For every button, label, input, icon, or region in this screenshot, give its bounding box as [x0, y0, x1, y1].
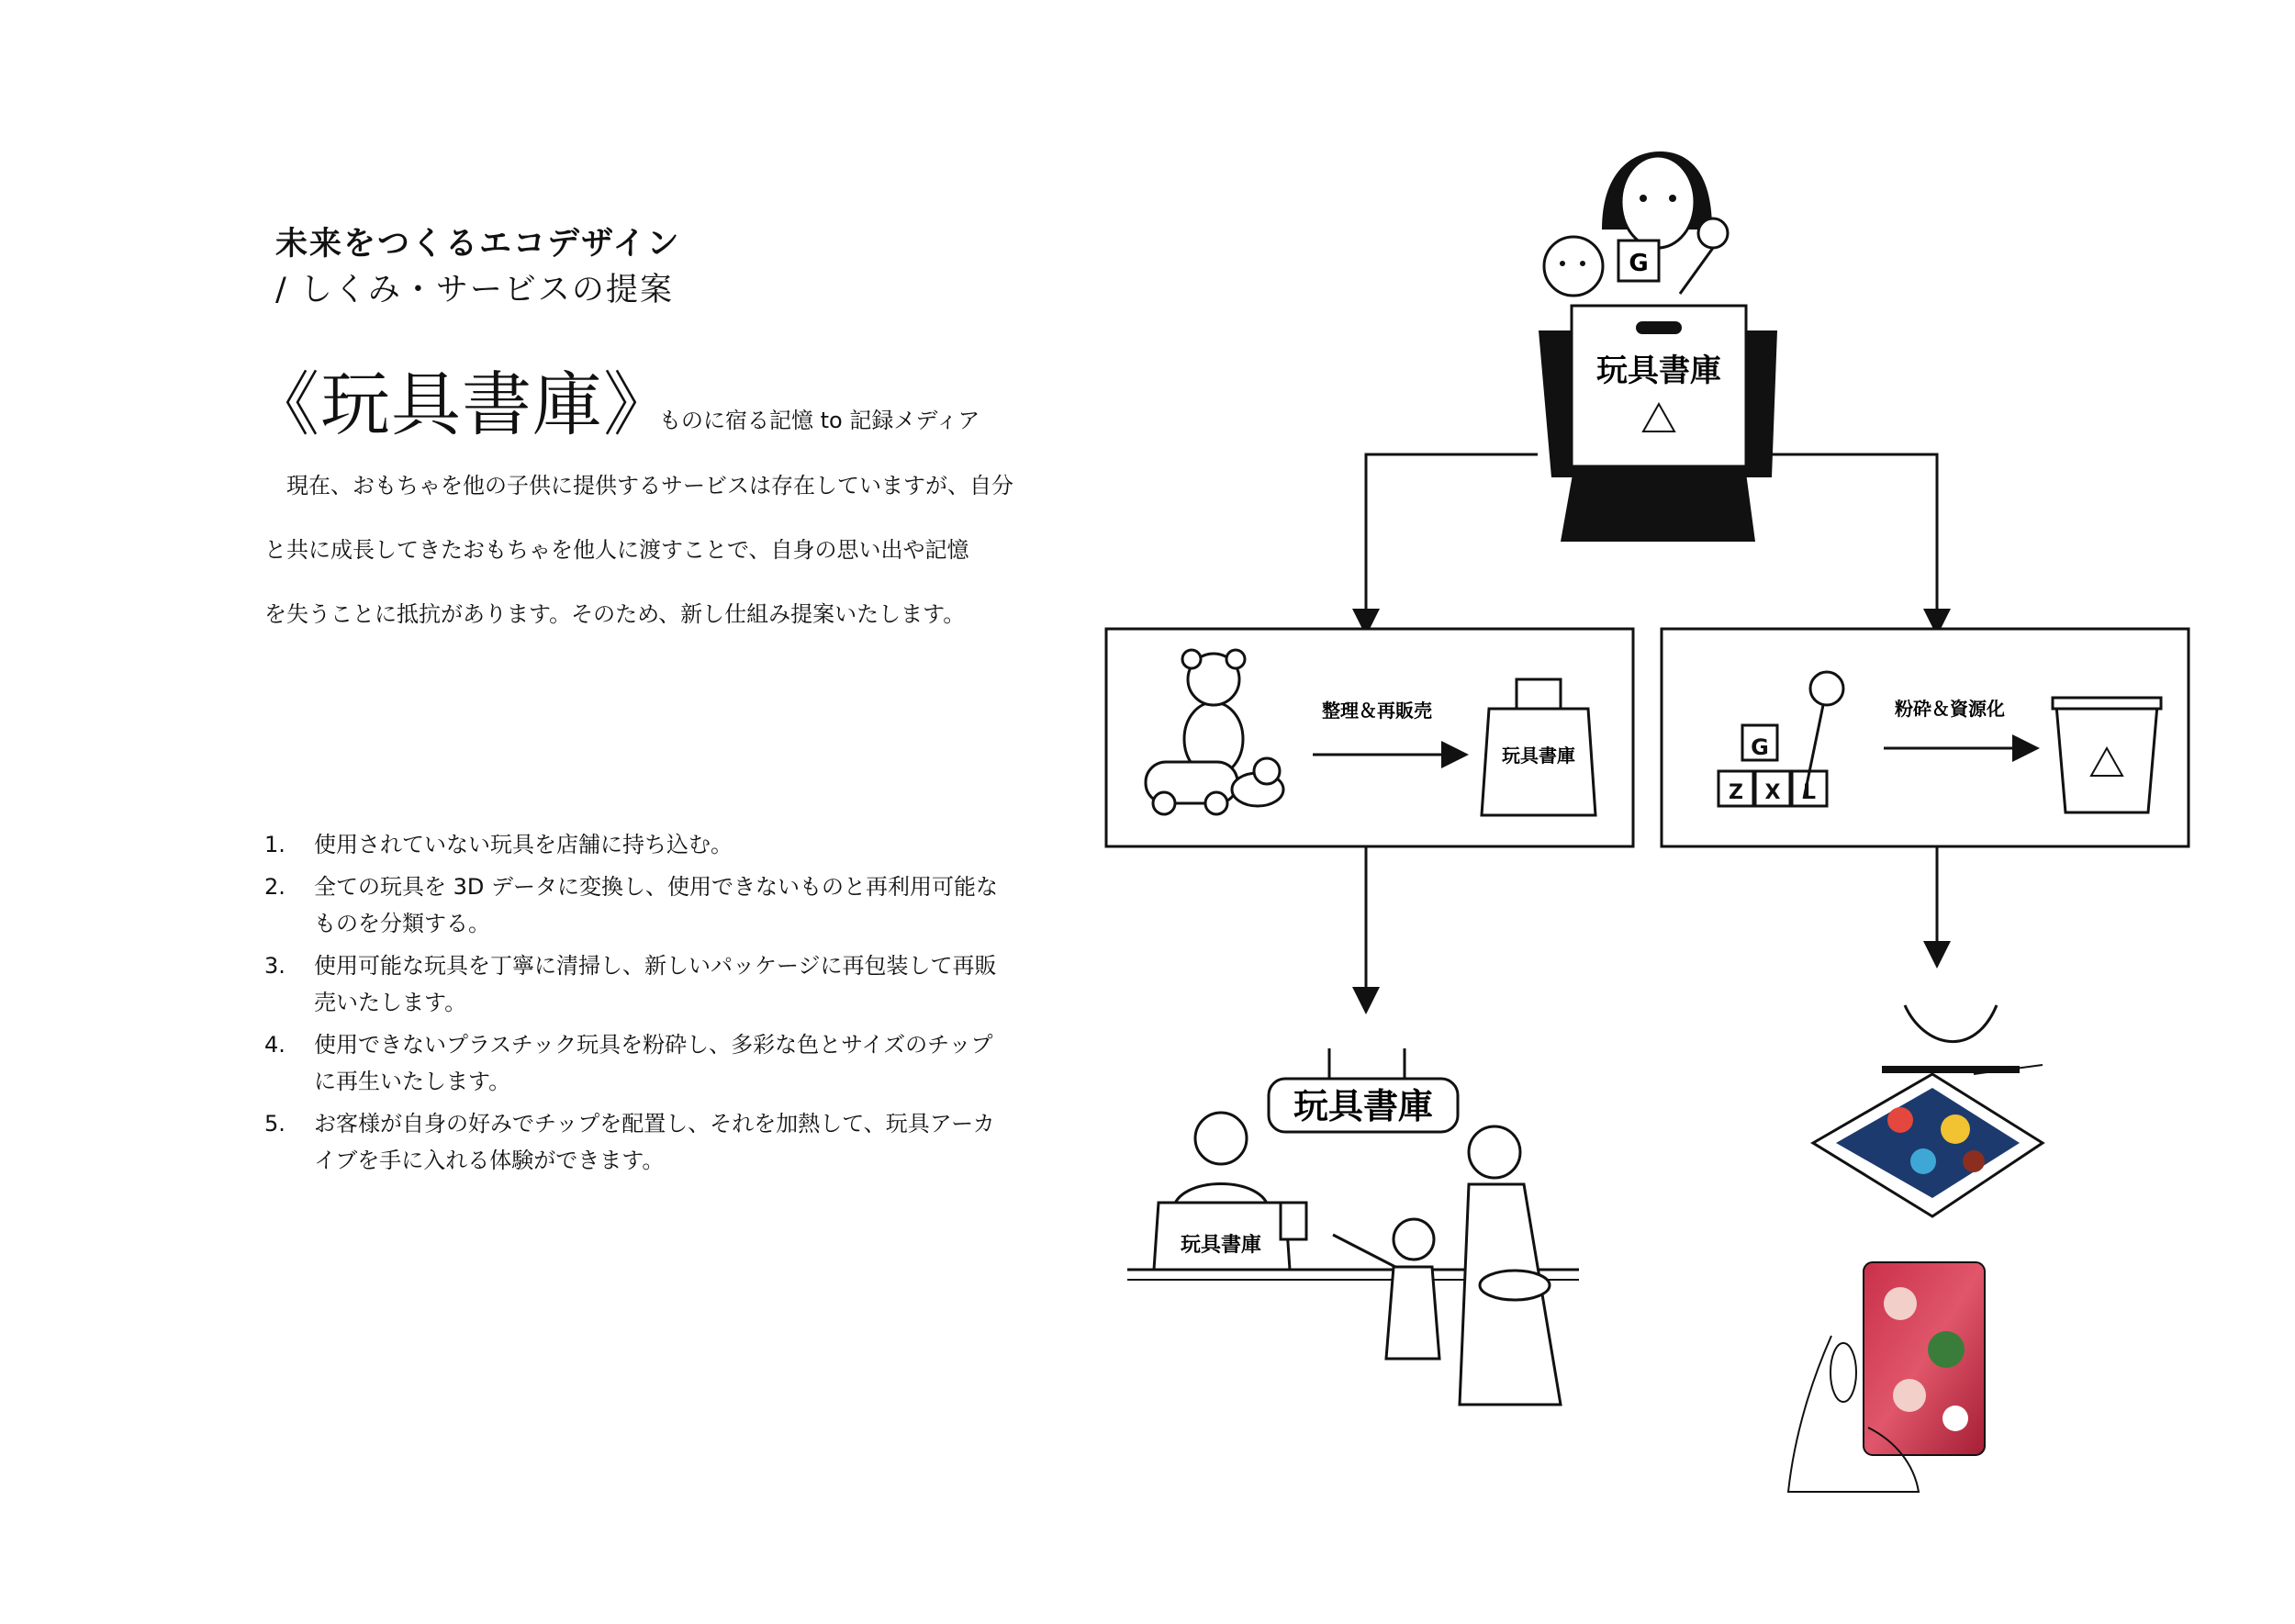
- block-letter: L: [1802, 781, 1817, 804]
- svg-text:G: G: [1629, 250, 1649, 277]
- recycle-bin-icon: [2053, 698, 2161, 812]
- step-text: 使用可能な玩具を丁寧に清掃し、新しいパッケージに再包装して再販売いたします。: [314, 953, 997, 1015]
- resale-box: [1106, 629, 1633, 846]
- process-label-recycle: 粉砕＆資源化: [1895, 698, 2005, 720]
- toy-archive-card-illustration: [1788, 1262, 1985, 1492]
- step-text: 全ての玩具を 3D データに変換し、使用できないものと再利用可能なものを分類する。: [314, 874, 999, 936]
- toy-archive-card: [1864, 1262, 1985, 1455]
- bag-label: 玩具書庫: [1596, 353, 1721, 389]
- intro-line: を失うことに抵抗があります。そのため、新し仕組み提案いたします。: [264, 601, 966, 627]
- step-text: 使用できないプラスチック玩具を粉砕し、多彩な色とサイズのチップに再生いたします。: [314, 1032, 993, 1094]
- store-sign-text: 玩具書庫: [1293, 1086, 1434, 1126]
- bag-label-small: 玩具書庫: [1502, 745, 1575, 767]
- step-text: お客様が自身の好みでチップを配置し、それを加熱して、玩具アーカイブを手に入れる体験ができます。: [314, 1111, 995, 1173]
- block-letter: Z: [1729, 781, 1743, 804]
- step-text: 使用されていない玩具を店舗に持ち込む。: [314, 832, 733, 857]
- intro-line: と共に成長してきたおもちゃを他人に渡すことで、自身の思い出や記憶: [264, 537, 969, 563]
- store-scene-illustration: [1127, 1048, 1579, 1405]
- process-label-resale: 整理＆再販売: [1322, 700, 1432, 722]
- step-number: 4.: [264, 1032, 285, 1058]
- recycle-box: [1662, 629, 2189, 846]
- person-with-bag-illustration: [1539, 151, 1777, 542]
- step-number: 2.: [264, 874, 285, 900]
- block-letter: G: [1751, 734, 1769, 760]
- counter-bag-label: 玩具書庫: [1180, 1234, 1262, 1257]
- block-letter: X: [1764, 781, 1781, 804]
- step-number: 5.: [264, 1111, 285, 1137]
- step-number: 1.: [264, 832, 285, 857]
- heading-title: 未来をつくるエコデザイン: [275, 226, 681, 263]
- chip-mold-illustration: [1813, 1005, 2043, 1216]
- intro-line: 現在、おもちゃを他の子供に提供するサービスは存在していますが、自分: [264, 473, 1013, 498]
- project-tagline: ものに宿る記憶 to 記録メディア: [659, 408, 980, 433]
- project-title: 《玩具書庫》: [250, 364, 674, 445]
- step-number: 3.: [264, 953, 285, 979]
- heading-subtitle: / しくみ・サービスの提案: [275, 272, 674, 308]
